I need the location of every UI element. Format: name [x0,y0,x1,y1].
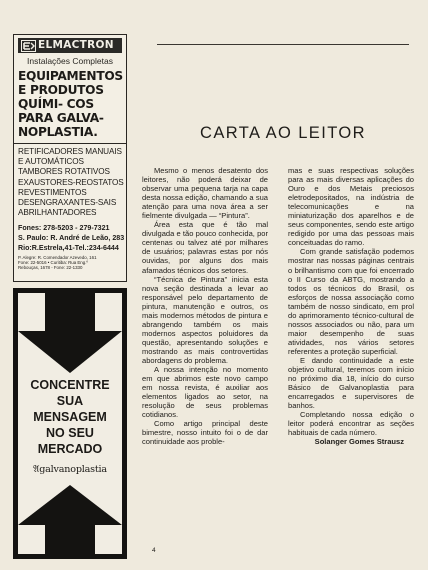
product-item: ABRILHANTADORES [18,208,97,218]
contact-line: S. Paulo: R. André de Leão, 283 [18,234,125,243]
product-item: E AUTOMÁTICOS [18,157,84,167]
paragraph: Com grande satisfação podemos mostrar nas nossas páginas centrais o brilhantismo com que foi encerrado o II Curso da ABTG, mostrando a todos os técnicos do Brasil, os esforços de nossa associação como também de nosso sindicato, em prol do aprimoramento técnico-cultural de nossos associados ou não, para um maior desempenho de suas atividades, nos vários setores referentes a proteção superficial. [288,247,414,356]
paragraph: “Técnica de Pintura” inicia esta nova seção destinada a levar ao responsável pelo departamento de pintura, manutenção e outros, os mais modernos métodos de pintura e abrangendo também os mais modernos aspectos poluidores da questão, apresentando soluções e mostrando as mais controvertidas abordagens do problema. [142,274,268,365]
article-title: CARTA AO LEITOR [200,124,366,142]
slogan-line: MENSAGEM [33,410,107,424]
paragraph: Completando nossa edição o leitor poderá encontrar as seções habituais de cada número. [288,410,414,438]
galvanoplastia-brand [20,464,120,475]
elmactron-logo-icon [21,40,36,52]
page-number: 4 [152,547,156,554]
fine-print-line: P. Alegre: R. Comendador Azevedo, 161 [18,255,97,261]
brand-name: ELMACTRON [38,39,114,51]
elmactron-ad [13,34,127,282]
paragraph: Área esta que é tão mal divulgada e tão pouco conhecida, por centenas ou talvez até por milhares de usuários; palavras estas por nós ouvidas, por alguns dos mais afamados técnicos dos setores. [142,220,268,275]
fine-print-line: Rebouças, 1678 - Fone: 22-1330 [18,265,83,271]
ad-slogan [18,377,122,457]
paragraph: Como artigo principal deste bimestre, nosso intuito foi o de dar continuidade aos proble- [142,419,268,447]
fine-print [18,255,122,270]
ad-panel [18,293,122,554]
product-item: DESENGRAXANTES-SAIS [18,198,117,208]
brand-bar [18,38,122,53]
top-divider [157,44,409,45]
slogan-line: NO SEU [46,426,94,440]
galvanoplastia-logo-text: galvanoplastia [39,464,107,475]
paragraph: A nossa intenção no momento em que abrimos este novo campo em nossa revista, é auxiliar aos elementos ligados ao setor, na resolução de seus problemas cotidianos. [142,365,268,420]
article-column-right [288,166,414,446]
ad-tagline: Instalações Completas [27,56,113,66]
article-column-left [142,166,268,446]
ad-headline: EQUIPAMENTOS E PRODUTOS QUÍMI- COS PARA GALVA- NOPLASTIA. [18,69,123,139]
fine-print-line: Fone: 22-5016 • Curitiba: Rua Eng.º [18,260,89,266]
paragraph: E dando continuidade a este objetivo cultural, teremos com início no próximo dia 18, início do curso Básico de Galvanoplastia para encarregados e supervisores de banhos. [288,355,414,411]
slogan-line: CONCENTRE [30,378,110,392]
contact-line: Rio:R.Estrela,41-Tel.:234-6444 [18,244,119,253]
slogan-line: MERCADO [37,442,103,456]
brand-mark-icon: 𝔄 [33,464,40,475]
author-signature: Solanger Gomes Strausz [314,437,404,447]
product-item: EXAUSTORES-REOSTATOS [18,177,124,187]
product-item: REVESTIMENTOS [18,187,87,197]
divider [14,143,126,144]
product-item: TAMBORES ROTATIVOS [18,167,110,177]
slogan-line: SUA [56,394,84,408]
contact-info [18,223,125,253]
contact-line: Fones: 278-5203 - 279-7321 [18,224,110,233]
galvanoplastia-ad [13,288,127,559]
product-list [18,147,122,218]
product-item: RETIFICADORES MANUAIS [18,147,122,156]
paragraph: mas e suas respectivas soluções para as mais diversas aplicações do Ouro e dos Metais preciosos eletrodepositados, na indústria de telecomunicações e na miniaturização dos aparelhos e de seus componentes, sendo este artigo redigido por uma das pessoas mais conceituadas do ramo. [288,166,414,248]
paragraph: Mesmo o menos desatento dos leitores, não poderá deixar de observar uma pequena tarja na capa desta nossa edição, chamando a sua atenção para uma nova área a ser fielmente divulgada — “Pintura”. [142,166,268,221]
